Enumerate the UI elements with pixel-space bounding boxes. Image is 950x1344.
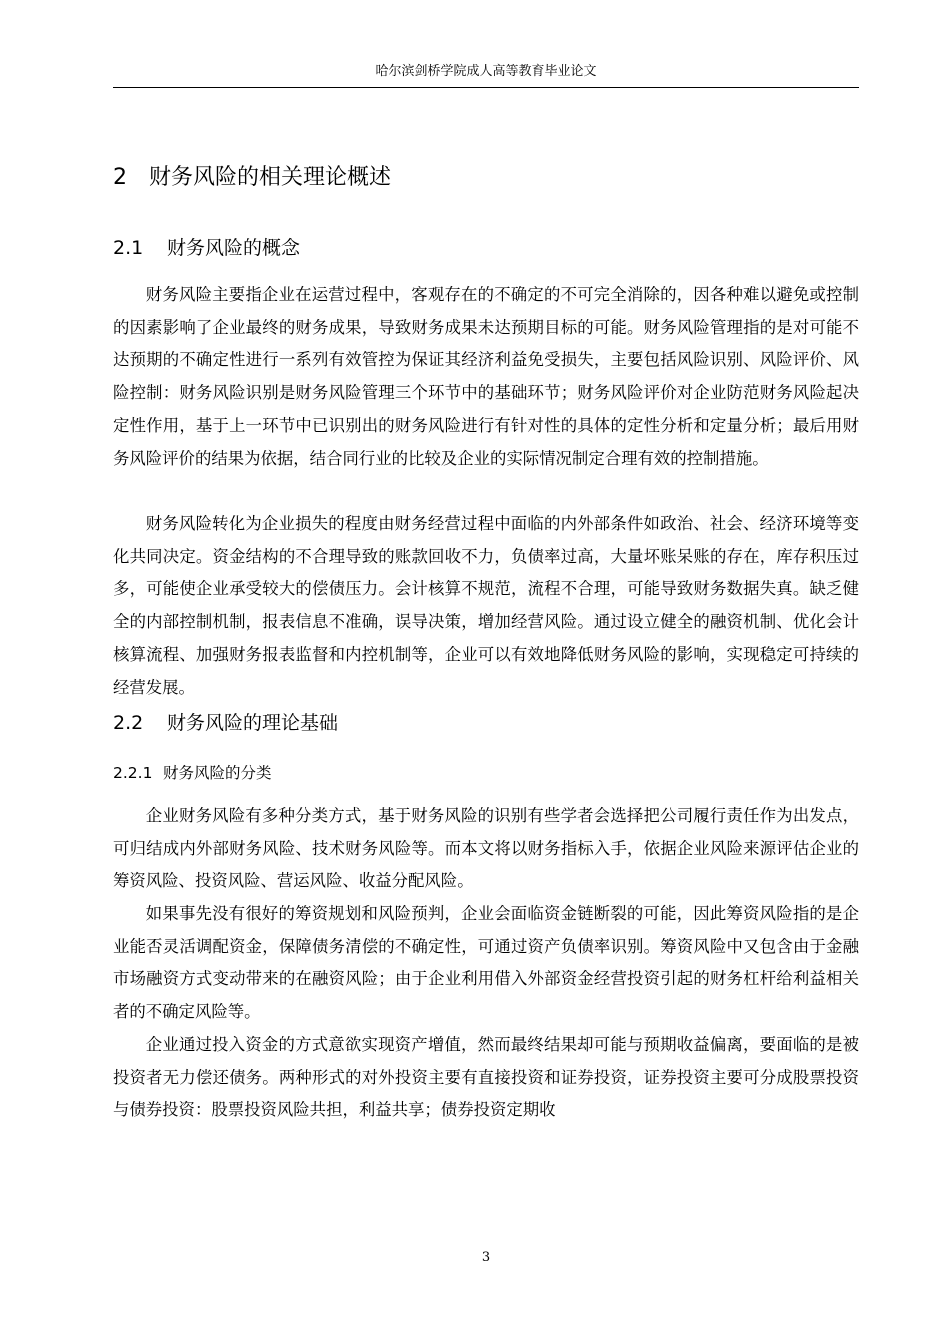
page-header: 哈尔滨剑桥学院成人高等教育毕业论文 <box>375 64 597 79</box>
section-heading-2-1 <box>113 234 300 262</box>
page-number: 3 <box>481 1250 491 1265</box>
paragraph: 企业通过投入资金的方式意欲实现资产增值，然而最终结果却可能与预期收益偏离，要面临的是被投资者无力偿还债务。两种形式的对外投资主要有直接投资和证券投资，证券投资主要可分成股票投资与债券投资：股票投资风险共担，利益共享；债券投资定期收 <box>113 1035 859 1120</box>
section-heading-2-2 <box>113 709 338 737</box>
section-title: 财务风险的理论基础 <box>167 712 339 734</box>
paragraph: 企业财务风险有多种分类方式，基于财务风险的识别有些学者会选择把公司履行责任作为出发点，可归结成内外部财务风险、技术财务风险等。而本文将以财务指标入手，依据企业风险来源评估企业的筹资风险、投资风险、营运风险、收益分配风险。 <box>113 806 859 891</box>
paragraph: 财务风险转化为企业损失的程度由财务经营过程中面临的内外部条件如政治、社会、经济环境等变化共同决定。资金结构的不合理导致的账款回收不力，负债率过高，大量坏账呆账的存在，库存积压过多，可能使企业承受较大的偿债压力。会计核算不规范，流程不合理，可能导致财务数据失真。缺乏健全的内部控制机制，报表信息不准确，误导决策，增加经营风险。通过设立健全的融资机制、优化会计核算流程、加强财务报表监督和内控机制等，企业可以有效地降低财务风险的影响，实现稳定可持续的经营发展。 <box>113 514 859 697</box>
chapter-number: 2 <box>113 165 127 190</box>
paragraph: 如果事先没有很好的筹资规划和风险预判，企业会面临资金链断裂的可能，因此筹资风险指的是企业能否灵活调配资金，保障债务清偿的不确定性，可通过资产负债率识别。筹资风险中又包含由于金融市场融资方式变动带来的在融资风险；由于企业利用借入外部资金经营投资引起的财务杠杆给利益相关者的不确定风险等。 <box>113 904 859 1022</box>
subsection-number: 2.2.1 <box>113 764 153 782</box>
section-title: 财务风险的概念 <box>167 237 301 259</box>
paragraph: 财务风险主要指企业在运营过程中，客观存在的不确定的不可完全消除的，因各种难以避免或控制的因素影响了企业最终的财务成果，导致财务成果未达预期目标的可能。财务风险管理指的是对可能不达预期的不确定性进行一系列有效管控为保证其经济利益免受损失，主要包括风险识别、风险评价、风险控制：财务风险识别是财务风险管理三个环节中的基础环节；财务风险评价对企业防范财务风险起决定性作用，基于上一环节中已识别出的财务风险进行有针对性的具体的定性分析和定量分析；最后用财务风险评价的结果为依据，结合同行业的比较及企业的实际情况制定合理有效的控制措施。 <box>113 285 859 468</box>
chapter-title: 财务风险的相关理论概述 <box>149 165 392 190</box>
section-number: 2.1 <box>113 237 144 259</box>
subsection-title: 财务风险的分类 <box>163 764 272 782</box>
header-rule <box>113 87 859 88</box>
subsection-heading-2-2-1 <box>113 761 272 785</box>
chapter-heading <box>113 163 391 193</box>
section-number: 2.2 <box>113 712 144 734</box>
